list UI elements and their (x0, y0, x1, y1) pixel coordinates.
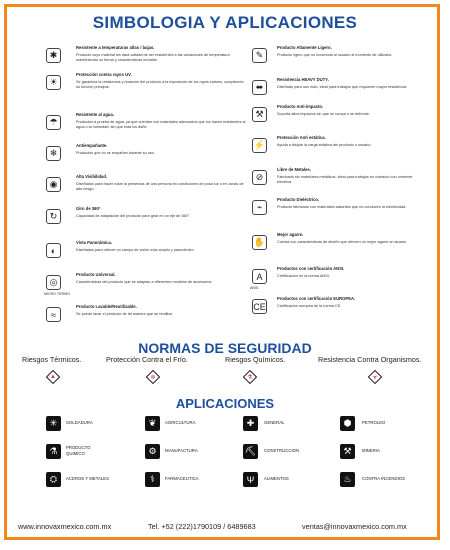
right-symbol-title: Mejor agarre. (277, 232, 304, 237)
right-symbol-desc: Fabricado sin materiales metálicos, ideal para trabajos en contacto con corriente eléctrica. (277, 175, 413, 184)
norma-label: Riesgos Químicos. (225, 355, 286, 364)
high-visibility-icon: ◉ (46, 177, 61, 192)
right-symbol-desc: Producto ligero que no incomoda al usuario al momento de utilizarlo. (277, 53, 393, 57)
mining-icon: ⚒ (340, 444, 355, 459)
fire-icon (46, 370, 60, 384)
hammer-icon: ⚒ (252, 107, 267, 122)
norma-label: Riesgos Térmicos. (22, 355, 82, 364)
oil-drop-icon: ⬢ (340, 416, 355, 431)
norma-label: Protección Contra el Frío. (106, 355, 188, 364)
left-symbol-title: Producto Lavable/Reutilizable. (76, 304, 137, 309)
manufacture-icon: ⚙ (145, 444, 160, 459)
right-symbol-title: Protección Anti estática. (277, 135, 326, 140)
thermometer-icon: ✱ (46, 48, 61, 63)
right-icon-caption: ANSI (250, 286, 259, 290)
pharmaceutical-icon: ⚕ (145, 472, 160, 487)
left-symbol-desc: Diseñados para ofrecer un campo de visión más amplio y panorámico. (76, 248, 195, 252)
right-symbol-desc: Certificación europea de la norma CE. (277, 304, 342, 308)
chemical-icon (243, 370, 257, 384)
footer-phone: Tel. +52 (222)1790109 / 6489683 (148, 522, 256, 531)
right-symbol-desc: Diseñado para uso rudo, ideal para trabajos que requieren mayor resistencia. (277, 85, 408, 89)
feather-icon: ✎ (252, 48, 267, 63)
aplicacion-label: CONSTRUCCION (264, 448, 300, 453)
right-symbol-title: Producto Anti-impacto. (277, 104, 324, 109)
page-title: SIMBOLOGIA Y APLICACIONES (92, 13, 358, 32)
left-symbol-desc: Diseñados para hacer notar la presencia de una persona en condiciones de poca luz o en zonas de alto riesgo. (76, 182, 244, 191)
right-symbol-desc: Cuenta con características de diseño que ofrecen un mejor agarre al usuario. (277, 240, 408, 244)
left-symbol-title: Alta Visibilidad. (76, 174, 108, 179)
umbrella-icon: ☂ (46, 115, 61, 130)
left-symbol-desc: Características del producto que se adaptan a diferentes modelos de accesorios. (76, 280, 213, 284)
left-symbol-desc: Productos a prueba de agua, ya que cuentan con materiales adecuados que los hacen resistentes al agua o la humedad, sin que esta los dañe. (76, 120, 246, 129)
food-icon: Ψ (243, 472, 258, 487)
aplicacion-label: AGRICULTURA (165, 420, 196, 425)
right-symbol-title: Producto Dieléctrico. (277, 197, 320, 202)
normas-heading: NORMAS DE SEGURIDAD (138, 340, 312, 356)
fog-icon: ❄ (46, 146, 61, 161)
right-symbol-title: Productos con certificación EUROPEA. (277, 296, 356, 301)
metal-free-icon: ⊘ (252, 170, 267, 185)
footer-website[interactable]: www.innovaxmexico.com.mx (18, 522, 112, 531)
construction-icon: ⛏ (243, 444, 258, 459)
aplicacion-label: ACEROS Y METALES (66, 476, 109, 481)
left-icon-caption: MICRO TERMO (44, 292, 70, 296)
fire-icon-glyph: ▲ (50, 374, 56, 380)
right-symbol-title: Producto Altamente Ligero. (277, 45, 332, 50)
aplicacion-label: MINERIA (362, 448, 380, 453)
panoramic-view-icon: ◐ (46, 243, 61, 258)
steel-icon: ⛭ (46, 472, 61, 487)
uv-sun-icon: ☀ (46, 75, 61, 90)
biohazard-icon (368, 370, 382, 384)
left-symbol-title: Resistente a temperaturas altas / bajas. (76, 45, 155, 50)
left-symbol-title: Producto Universal. (76, 272, 116, 277)
left-symbol-desc: Productos que no se empañan durante su uso. (76, 151, 155, 155)
left-symbol-title: Protección contra rayos UV. (76, 72, 132, 77)
left-symbol-title: Antiempañante. (76, 143, 108, 148)
aplicacion-label: ALIMENTOS (264, 476, 289, 481)
universal-icon: ◎ (46, 275, 61, 290)
right-symbol-desc: Soporta altos impactos sin que se rompa o se deforme. (277, 112, 371, 116)
aplicacion-label: PRODUCTO QUIMICO (66, 445, 91, 456)
left-symbol-title: Resistente al agua. (76, 112, 114, 117)
left-symbol-desc: Producto cuyo material les dará calidad de ser resistentes a las variaciones de temperatura manteniendo su forma y características iniciales. (76, 53, 230, 62)
grip-hand-icon: ✋ (252, 235, 267, 250)
norma-label: Resistencia Contra Organismos. (318, 355, 422, 364)
chemical-icon-glyph: ⚗ (247, 374, 253, 381)
right-symbol-title: Libre de Metales. (277, 167, 311, 172)
aplicacion-label: CONTRA INCENDIOS (362, 476, 405, 481)
right-symbol-desc: Producto fabricado con materiales aislantes que no conducen la electricidad. (277, 205, 407, 209)
left-symbol-desc: Capacidad de adaptación del producto para girar en un eje de 360°. (76, 214, 191, 218)
left-symbol-title: Giro de 360° (76, 206, 101, 211)
right-symbol-title: Resistencia HEAVY DUTY. (277, 77, 329, 82)
right-symbol-desc: Ayuda a disipar la carga estática del producto o usuario. (277, 143, 372, 147)
aplicacion-label: FARMACEUTICA (165, 476, 199, 481)
antistatic-icon: ⚡ (252, 138, 267, 153)
ce-certification-icon: CE (252, 299, 267, 314)
right-symbol-desc: Certificación en la norma ANSI. (277, 274, 330, 278)
snowflake-icon (146, 370, 160, 384)
rotation-360-icon: ↻ (46, 209, 61, 224)
ansi-certification-icon: A (252, 269, 267, 284)
biohazard-icon-glyph: ☣ (372, 374, 378, 381)
fire-fighting-icon: ♨ (340, 472, 355, 487)
washable-icon: ≈ (46, 307, 61, 322)
aplicacion-label: PETROLEO (362, 420, 386, 425)
left-symbol-desc: Se puede lavar el producto de tal manera que se reutilice. (76, 312, 174, 316)
aplicacion-label: MANUFACTURA (165, 448, 198, 453)
agriculture-icon: ❦ (145, 416, 160, 431)
aplicacion-label: SOLDADURA (66, 420, 93, 425)
aplicacion-label: GENERAL (264, 420, 285, 425)
left-symbol-desc: Se garantiza la resistencia y duración del producto a la exposición de los rayos solares, cumpliendo su función principal. (76, 80, 244, 89)
footer-email[interactable]: ventas@innovaxmexico.com.mx (302, 522, 407, 531)
left-symbol-title: Vista Panorámica. (76, 240, 113, 245)
right-symbol-title: Productos con certificación ANSI. (277, 266, 345, 271)
dumbbell-icon: ⬌ (252, 80, 267, 95)
chemical-product-icon: ⚗ (46, 444, 61, 459)
general-icon: ✚ (243, 416, 258, 431)
snowflake-icon-glyph: ❄ (150, 374, 156, 381)
dielectric-icon: ⌁ (252, 200, 267, 215)
aplicaciones-heading: APLICACIONES (175, 396, 275, 411)
welding-icon: ✳ (46, 416, 61, 431)
